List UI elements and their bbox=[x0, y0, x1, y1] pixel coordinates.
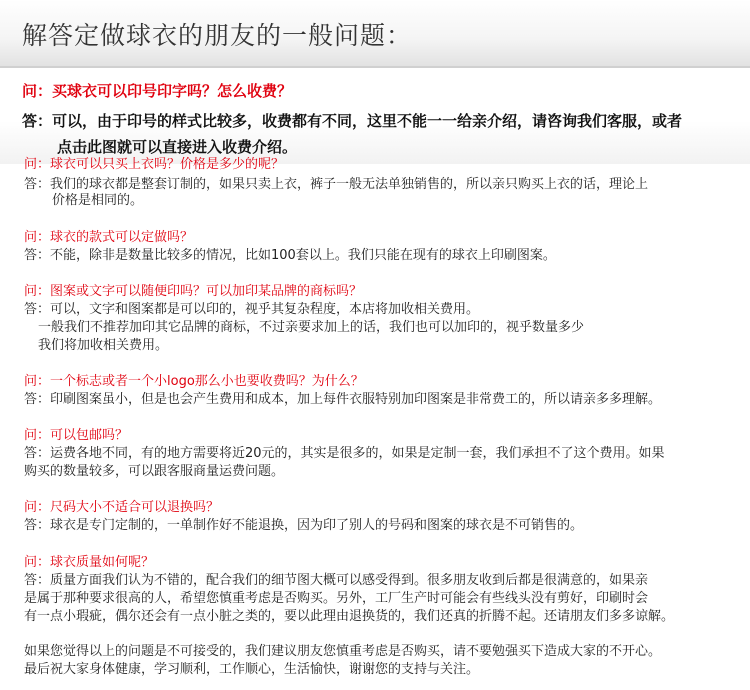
page-title: 解答定做球衣的朋友的一般问题： bbox=[22, 21, 413, 50]
faq-answer-line: 我们将加收相关费用。 bbox=[38, 338, 169, 353]
faq-question-returns: 问：尺码大小不适合可以退换吗？ bbox=[24, 500, 220, 515]
faq-answer-line: 答：印刷图案虽小，但是也会产生费用和成本，加上每件衣服特别加印图案是非常费工的，所以请亲多多理解。 bbox=[24, 392, 662, 407]
faq-answer-line: 答：质量方面我们认为不错的，配合我们的细节图大概可以感受得到。很多朋友收到后都是很满意的，如果亲 bbox=[24, 573, 649, 588]
faq-answer-line: 一般我们不推荐加印其它品牌的商标，不过亲要求加上的话，我们也可以加印的，视乎数量多少 bbox=[38, 320, 585, 335]
highlight-question[interactable]: 问：买球衣可以印号印字吗？怎么收费？ bbox=[22, 82, 293, 100]
faq-question-logo-fee: 问：一个标志或者一个小logo那么小也要收费吗？为什么？ bbox=[24, 374, 364, 389]
faq-question-printing: 问：图案或文字可以随便印吗？可以加印某品牌的商标吗？ bbox=[24, 284, 363, 299]
faq-answer-line: 有一点小瑕疵，偶尔还会有一点小脏之类的，要以此理由退换货的，我们还真的折腾不起。还请朋友们多多谅解。 bbox=[24, 609, 675, 624]
faq-answer-line: 答：可以，文字和图案都是可以印的，视乎其复杂程度，本店将加收相关费用。 bbox=[24, 302, 480, 317]
highlight-answer-link[interactable]: 点击此图就可以直接进入收费介绍。 bbox=[57, 138, 298, 156]
faq-answer-line: 购买的数量较多，可以跟客服商量运费问题。 bbox=[24, 464, 285, 479]
closing-line: 最后祝大家身体健康，学习顺利，工作顺心，生活愉快，谢谢您的支持与关注。 bbox=[24, 662, 480, 677]
faq-answer-line: 答：不能，除非是数量比较多的情况，比如100套以上。我们只能在现有的球衣上印刷图案。 bbox=[24, 248, 556, 263]
faq-question-shipping: 问：可以包邮吗？ bbox=[24, 428, 129, 443]
highlight-answer-line[interactable]: 答：可以，由于印号的样式比较多，收费都有不同，这里不能一一给亲介绍，请咨询我们客服，或者 bbox=[22, 112, 683, 130]
faq-answer-line: 价格是相同的。 bbox=[52, 193, 144, 208]
faq-answer-line: 答：球衣是专门定制的，一单制作好不能退换，因为印了别人的号码和图案的球衣是不可销售的。 bbox=[24, 518, 584, 533]
closing-line: 如果您觉得以上的问题是不可接受的，我们建议朋友您慎重考虑是否购买，请不要勉强买下造成大家的不开心。 bbox=[24, 644, 662, 659]
faq-question-quality: 问：球衣质量如何呢？ bbox=[24, 555, 155, 570]
faq-answer-line: 答：运费各地不同，有的地方需要将近20元的，其实是很多的，如果是定制一套，我们承担不了这个费用。如果 bbox=[24, 446, 665, 461]
faq-question-top-only: 问：球衣可以只买上衣吗？价格是多少的呢？ bbox=[24, 157, 285, 172]
faq-answer-line: 答：我们的球衣都是整套订制的，如果只卖上衣，裤子一般无法单独销售的，所以亲只购买上衣的话，理论上 bbox=[24, 177, 649, 192]
faq-answer-line: 是属于那种要求很高的人，希望您慎重考虑是否购买。另外，工厂生产时可能会有些线头没有剪好，印刷时会 bbox=[24, 591, 649, 606]
faq-question-custom-style: 问：球衣的款式可以定做吗？ bbox=[24, 230, 194, 245]
